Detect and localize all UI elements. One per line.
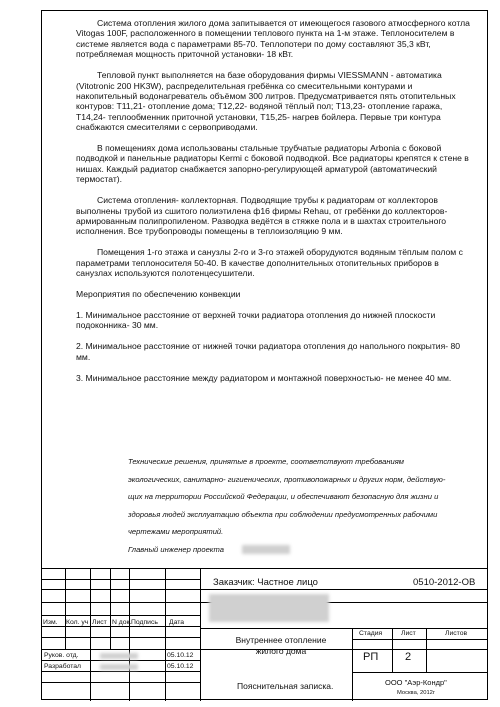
paragraph: В помещениях дома использованы стальные трубчатые радиаторы Arbonia с боковой подводкой и панельные радиаторы Kermi с боковой подводкой. Все радиаторы крепятся к стене в нишах. Каждый радиатор снабжается запорно-регулирующей арматурой (автоматический термостат). xyxy=(76,143,469,185)
note-line: Технические решения, принятые в проекте, соответствуют требованиям xyxy=(128,457,404,466)
signature-label: Главный инженер проекта xyxy=(128,544,224,554)
role-head-date: 05.10.12 xyxy=(167,652,194,659)
sheet-label: Лист xyxy=(401,630,416,637)
col-header: Кол. уч xyxy=(66,619,89,626)
role-head: Руков. отд. xyxy=(44,652,79,659)
document-title: Пояснительная записка. xyxy=(237,681,334,691)
city-year: Москва, 2012г xyxy=(397,690,436,696)
sheets-label: Листов xyxy=(445,630,468,637)
note-line: чертежами мероприятий. xyxy=(128,527,224,536)
company-name: ООО "Аэр-Кондр" xyxy=(385,678,447,687)
stage-value: РП xyxy=(363,651,379,663)
customer: Заказчик: Частное лицо xyxy=(213,577,318,588)
measure-item: 1. Минимальное расстояние от верхней точки радиатора отопления до нижней плоскости подоконника- 30 мм. xyxy=(76,309,436,331)
object-title: Внутреннее отопление жилого дома xyxy=(235,635,327,656)
redacted-name xyxy=(242,545,290,554)
paragraph: Помещения 1-го этажа и санузлы 2-го и 3-го этажей оборудуются водяным тёплым полом с параметрами теплоносителя 50-40. В качестве дополнительных отопительных приборов в санузлах используются полотенцесушители. xyxy=(76,247,463,279)
stage-label: Стадия xyxy=(359,630,383,637)
paragraph: Система отопления- коллекторная. Подводящие трубы к радиаторам от коллекторов выполнены трубой из сшитого полиэтилена ф16 фирмы Rehau, от гребёнки до коллекторов- армированным полипропиленом. Разводка ведётся в стяжке пола и в шахтах строительного исполнения. Все трубопроводы помещены в теплоизоляцию 9 мм. xyxy=(76,195,448,237)
sheet-value: 2 xyxy=(405,651,412,663)
redacted-signature xyxy=(100,664,138,670)
signature-line xyxy=(128,541,458,559)
note-line: экологических, санитарно- гигиенических, противопожарных и других норм, действую- xyxy=(128,474,446,484)
measures-title: Мероприятия по обеспечению конвекции xyxy=(76,289,241,300)
col-header: N док. xyxy=(112,619,132,626)
role-developer-date: 05.10.12 xyxy=(167,663,194,670)
col-header: Изм. xyxy=(43,619,58,626)
compliance-note xyxy=(128,453,458,558)
note-line: щих на территории Российской Федерации, и обеспечивают безопасную для жизни и xyxy=(128,492,439,501)
col-header: Дата xyxy=(169,619,185,626)
role-developer: Разработал xyxy=(44,663,81,670)
title-block xyxy=(41,568,488,701)
explanatory-text xyxy=(76,18,471,393)
paragraph: Тепловой пункт выполняется на базе оборудования фирмы VIESSMANN - автоматика (Vitotronic 200 HK3W), распределительная гребёнка со смесительными контурами и накопительный водонагреватель объёмом 300 литров. Предусматривается пять отопительных контуров: Т11,21- отопление дома; Т12,22- водяной тёплый пол; Т13,23- отопление гаража, Т14,24- теплообменник приточной установки, Т15,25- нагрев бойлера. Первые три контура снабжаются смесителями с сервоприводами. xyxy=(76,70,456,133)
col-header: Лист xyxy=(92,619,107,626)
measure-item: 2. Минимальное расстояние от нижней точки радиатора отопления до напольного покрытия- 80 мм. xyxy=(76,341,461,362)
project-code: 0510-2012-ОВ xyxy=(413,577,476,588)
paragraph: Система отопления жилого дома запитывается от имеющегося газового атмосферного котла Vitogas 100F, расположенного в помещении теплового пункта на 1-м этаже. Теплоносителем в системе является вода с параметрами 85-70. Теплопотери по дому составляют 35,3 кВт, потребляемая мощность приточной установки- 18 кВт. xyxy=(76,18,470,60)
col-header: Подпись xyxy=(131,619,158,626)
redacted-address xyxy=(209,594,329,622)
note-line: здоровья людей эксплуатацию объекта при соблюдении предусмотренных рабочими xyxy=(128,509,438,519)
redacted-signature xyxy=(100,653,138,659)
measure-item: 3. Минимальное расстояние между радиатором и монтажной поверхностью- не менее 40 мм. xyxy=(76,372,452,383)
